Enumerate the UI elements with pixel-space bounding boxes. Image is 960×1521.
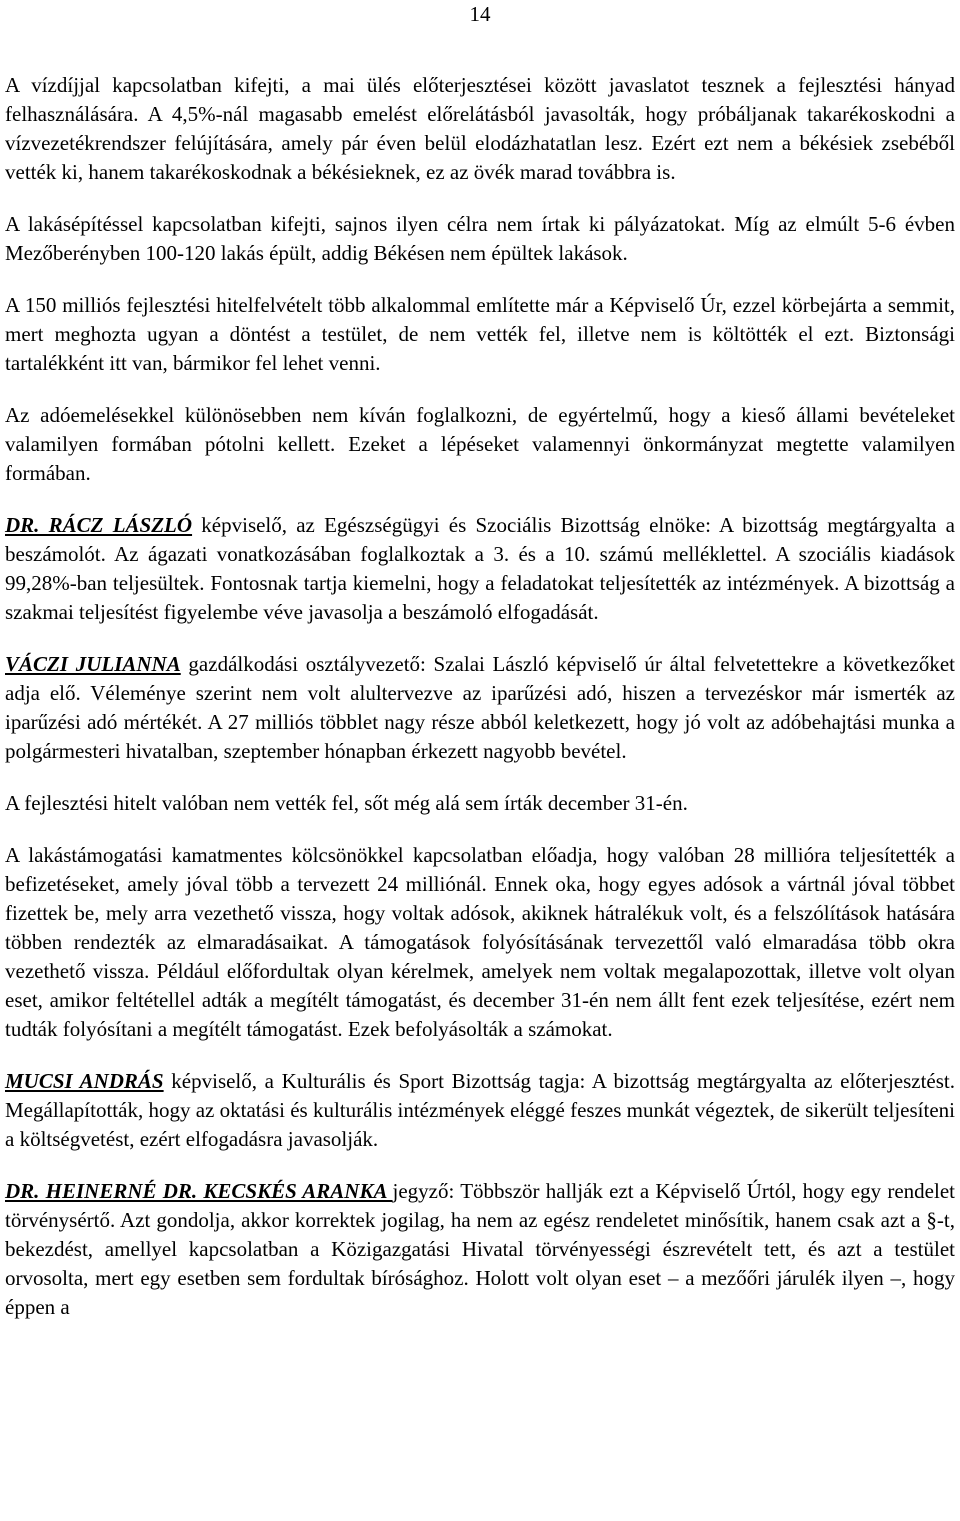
speaker-name: MUCSI ANDRÁS [5,1069,164,1093]
paragraph-development-loan: A 150 milliós fejlesztési hitelfelvételt több alkalommal említette már a Képviselő Úr, ezzel körbejárta a semmit, mert meghozta ugyan a döntést a testület, de nem vették fel, illetve nem is költötték el ezt. Biztonsági tartalékként itt van, bármikor fel lehet venni. [5,293,955,375]
speaker-name: DR. RÁCZ LÁSZLÓ [5,513,193,537]
paragraph-housing-support: A lakástámogatási kamatmentes kölcsönökkel kapcsolatban előadja, hogy valóban 28 millióra teljesítették a befizetéseket, amely jóval több a tervezett 24 milliónál. Ennek oka, hogy egyes adósok a vártnál jóval többet fizettek be, mely arra vezethető vissza, hogy voltak adósok, akiknek hátralékuk volt, és a felszólítások hatására többen rendezték az elmaradásaikat. A támogatások folyósításának tervezettől való elmaradása több okra vezethető vissza. Például előfordultak olyan kérelmek, amelyek nem voltak megalapozottak, illetve volt olyan eset, amikor feltétellel adták a megítélt támogatást, és december 31-én nem állt fent ezek teljesítése, ezért nem tudták folyósítani a megítélt támogatást. Ezek befolyásolták a számokat. [5,843,955,1041]
page-number: 14 [469,2,491,26]
paragraph-development-credit: A fejlesztési hitelt valóban nem vették fel, sőt még alá sem írták december 31-én. [5,791,688,815]
paragraph-vaczi-julianna [5,650,955,766]
paragraph-housing: A lakásépítéssel kapcsolatban kifejti, sajnos ilyen célra nem írtak ki pályázatokat. Míg az elmúlt 5-6 évben Mezőberényben 100-120 lakás épült, addig Békésen nem épültek lakások. [5,212,955,265]
paragraph-mucsi-andras [5,1067,955,1154]
speaker-statement: képviselő, az Egészségügyi és Szociális Bizottság elnöke: A bizottság megtárgyalta a beszámolót. Az ágazati vonatkozásában foglalkoztak a 3. és a 10. számú melléklettel. A szociális kiadások 99,28%-ban teljesültek. Fontosnak tartja kiemelni, hogy a feladatokat teljesítették az intézmények. A bizottság a szakmai teljesítést figyelembe véve javasolja a beszámoló elfogadását. [5,513,956,624]
speaker-name: VÁCZI JULIANNA [5,652,181,676]
paragraph-water-fee: A vízdíjjal kapcsolatban kifejti, a mai ülés előterjesztései között javaslatot tesznek a fejlesztési hányad felhasználására. A 4,5%-nál magasabb emelést előrelátásból javasolták, hogy próbáljanak takarékoskodni a vízvezetékrendszer felújítására, amely pár éven belül elodázhatatlan lesz. Ezért ezt nem a békésiek zsebéből vették ki, hanem takarékoskodnak a békésieknek, ez az övék marad továbbra is. [5,73,955,184]
speaker-statement: képviselő, a Kulturális és Sport Bizottság tagja: A bizottság megtárgyalta az előterjesztést. Megállapították, hogy az oktatási és kulturális intézmények eléggé feszes munkát végeztek, de sikerült teljesíteni a költségvetést, ezért elfogadásra javasolják. [5,1069,956,1151]
paragraph-heinerne-kecskes [5,1177,955,1322]
document-body [5,71,955,1345]
paragraph-tax-increase: Az adóemelésekkel különösebben nem kíván foglalkozni, de egyértelmű, hogy a kieső állami bevételeket valamilyen formában pótolni kellett. Ezeket a lépéseket valamennyi önkormányzat megtette valamilyen formában. [5,403,955,485]
paragraph-racz-laszlo [5,511,955,627]
speaker-statement: gazdálkodási osztályvezető: Szalai László képviselő úr által felvetettekre a következőket adja elő. Véleménye szerint nem volt alultervezve az iparűzési adó, hiszen a tervezéskor már ismerték az iparűzési adó mértékét. A 27 milliós többlet nagy része abból keletkezett, hogy jó volt az adóbehajtási munka a polgármesteri hivatalban, szeptember hónapban érkezett nagyobb bevétel. [5,652,955,763]
speaker-name: DR. HEINERNÉ DR. KECSKÉS ARANKA [5,1179,393,1203]
speaker-statement: jegyző: Többször hallják ezt a Képviselő Úrtól, hogy egy rendelet törvénysértő. Azt gondolja, akkor korrektek jogilag, ha nem az egész rendeletet minősítik, hanem csak azt a §-t, bekezdést, amellyel kapcsolatban a Közigazgatási Hivatal törvényességi észrevételt tett, és azt a testület orvosolta, mert egy esetben sem fordultak bírósághoz. Holott volt olyan eset – a mezőőri járulék ilyen –, hogy éppen a [5,1179,955,1319]
